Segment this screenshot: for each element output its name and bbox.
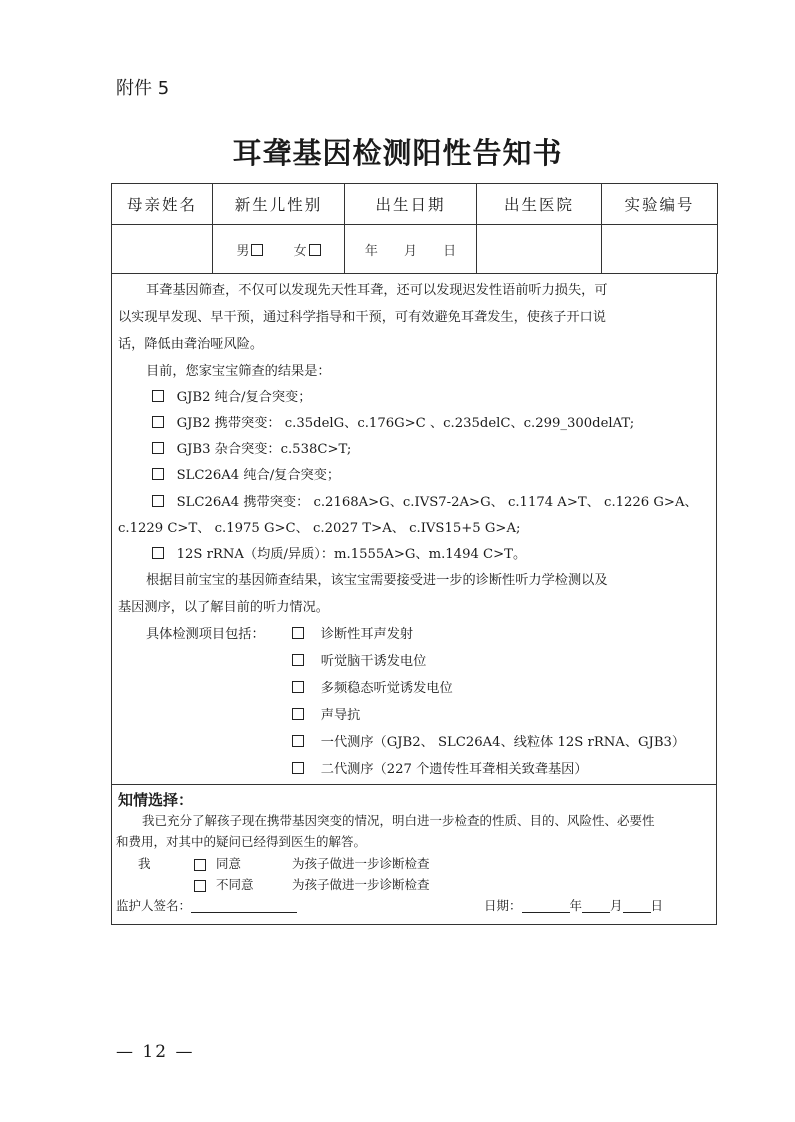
consent-year-field[interactable] bbox=[522, 898, 570, 913]
result-prompt: 目前，您家宝宝筛查的结果是： bbox=[146, 364, 331, 379]
test-label: 一代测序（GJB2、 SLC26A4、线粒体 12S rRNA、GJB3） bbox=[320, 735, 686, 750]
result-option bbox=[152, 441, 351, 459]
result-checkbox[interactable] bbox=[152, 495, 164, 507]
consent-statement-line: 和费用，对其中的疑问已经得到医生的解答。 bbox=[116, 834, 367, 849]
screening-results-section bbox=[111, 273, 717, 785]
test-checkbox[interactable] bbox=[292, 762, 304, 774]
test-option bbox=[292, 653, 426, 671]
page-number: — 12 — bbox=[116, 1042, 195, 1062]
result-checkbox[interactable] bbox=[152, 390, 164, 402]
disagree-checkbox[interactable] bbox=[194, 880, 206, 892]
consent-title: 知情选择： bbox=[118, 791, 194, 809]
birth-year-label: 年 bbox=[364, 243, 378, 259]
test-checkbox[interactable] bbox=[292, 654, 304, 666]
test-option bbox=[292, 761, 588, 779]
intro-line: 耳聋基因筛查，不仅可以发现先天性耳聋，还可以发现迟发性语前听力损失，可 bbox=[146, 283, 608, 298]
test-label: 二代测序（227 个遗传性耳聋相关致聋基因） bbox=[320, 762, 588, 777]
test-label: 多频稳态听觉诱发电位 bbox=[320, 681, 453, 696]
test-option bbox=[292, 626, 413, 644]
consent-month-field[interactable] bbox=[582, 898, 610, 913]
gender-male-label: 男 bbox=[236, 243, 250, 259]
info-table bbox=[111, 183, 718, 274]
header-lab-number: 实验编号 bbox=[602, 184, 718, 225]
result-label: GJB2 纯合/复合突变； bbox=[176, 390, 312, 405]
result-continuation: c.1229 C>T、 c.1975 G>C、 c.2027 T>A、 c.IVS15+5 G>A; bbox=[118, 521, 521, 536]
test-label: 诊断性耳声发射 bbox=[320, 627, 414, 642]
test-checkbox[interactable] bbox=[292, 627, 304, 639]
info-table-header-row bbox=[112, 184, 718, 225]
result-label: GJB3 杂合突变：c.538C>T; bbox=[176, 442, 352, 457]
header-birth-date: 出生日期 bbox=[345, 184, 477, 225]
result-label: 12S rRNA（均质/异质）：m.1555A>G、m.1494 C>T。 bbox=[176, 547, 527, 562]
disagree-label: 不同意 bbox=[216, 877, 254, 892]
mother-name-field[interactable] bbox=[112, 225, 213, 274]
intro-line: 以实现早发现、早干预，通过科学指导和干预，可有效避免耳聋发生，使孩子开口说 bbox=[118, 310, 606, 325]
agree-action-text: 为孩子做进一步诊断检查 bbox=[292, 856, 430, 871]
header-mother-name: 母亲姓名 bbox=[112, 184, 213, 225]
result-label: GJB2 携带突变： c.35delG、c.176G>C 、c.235delC、c.299_300delAT; bbox=[176, 416, 635, 431]
test-option bbox=[292, 707, 360, 725]
document-title: 耳聋基因检测阳性告知书 bbox=[232, 136, 563, 170]
newborn-gender-field bbox=[213, 225, 345, 274]
gender-female-label: 女 bbox=[293, 243, 307, 259]
birth-day-label: 日 bbox=[443, 243, 457, 259]
attachment-label: 附件 5 bbox=[116, 78, 170, 99]
result-option bbox=[152, 415, 634, 433]
test-label: 听觉脑干诱发电位 bbox=[320, 654, 427, 669]
agree-checkbox[interactable] bbox=[194, 859, 206, 871]
result-option bbox=[152, 494, 698, 512]
consent-date-row bbox=[484, 897, 663, 915]
result-option bbox=[152, 546, 526, 564]
test-option bbox=[292, 734, 685, 752]
result-checkbox[interactable] bbox=[152, 547, 164, 559]
gender-female-checkbox[interactable] bbox=[309, 244, 321, 256]
consent-date-label: 日期： bbox=[484, 898, 522, 913]
test-checkbox[interactable] bbox=[292, 708, 304, 720]
header-newborn-gender: 新生儿性别 bbox=[213, 184, 345, 225]
consent-year-label: 年 bbox=[569, 898, 583, 913]
info-table-value-row bbox=[112, 225, 718, 274]
birth-date-field[interactable] bbox=[345, 225, 477, 274]
test-checkbox[interactable] bbox=[292, 735, 304, 747]
consent-month-label: 月 bbox=[610, 898, 623, 913]
followup-line: 基因测序，以了解目前的听力情况。 bbox=[118, 600, 329, 615]
consent-subject: 我 bbox=[138, 856, 151, 871]
intro-line: 话，降低由聋治哑风险。 bbox=[118, 337, 264, 352]
informed-consent-section bbox=[111, 785, 717, 925]
disagree-action-text: 为孩子做进一步诊断检查 bbox=[292, 877, 430, 892]
consent-statement-line: 我已充分了解孩子现在携带基因突变的情况，明白进一步检查的性质、目的、风险性、必要性 bbox=[142, 813, 655, 828]
result-option bbox=[152, 389, 311, 407]
gender-male-checkbox[interactable] bbox=[251, 244, 263, 256]
consent-day-label: 日 bbox=[650, 898, 664, 913]
result-checkbox[interactable] bbox=[152, 468, 164, 480]
test-option bbox=[292, 680, 453, 698]
result-option bbox=[152, 467, 340, 485]
tests-label: 具体检测项目包括： bbox=[146, 627, 265, 642]
agree-label: 同意 bbox=[216, 856, 242, 871]
guardian-signature-row bbox=[116, 897, 297, 915]
test-checkbox[interactable] bbox=[292, 681, 304, 693]
guardian-signature-label: 监护人签名： bbox=[116, 898, 192, 913]
birth-month-label: 月 bbox=[403, 243, 417, 259]
result-label: SLC26A4 纯合/复合突变； bbox=[176, 468, 341, 483]
guardian-signature-field[interactable] bbox=[191, 898, 297, 913]
consent-day-field[interactable] bbox=[623, 898, 651, 913]
lab-number-field[interactable] bbox=[602, 225, 718, 274]
followup-line: 根据目前宝宝的基因筛查结果，该宝宝需要接受进一步的诊断性听力学检测以及 bbox=[146, 573, 608, 588]
result-label: SLC26A4 携带突变： c.2168A>G、c.IVS7-2A>G、 c.1174 A>T、 c.1226 G>A、 bbox=[176, 495, 698, 510]
test-label: 声导抗 bbox=[320, 708, 361, 723]
result-checkbox[interactable] bbox=[152, 442, 164, 454]
birth-hospital-field[interactable] bbox=[477, 225, 602, 274]
result-checkbox[interactable] bbox=[152, 416, 164, 428]
header-birth-hospital: 出生医院 bbox=[477, 184, 602, 225]
